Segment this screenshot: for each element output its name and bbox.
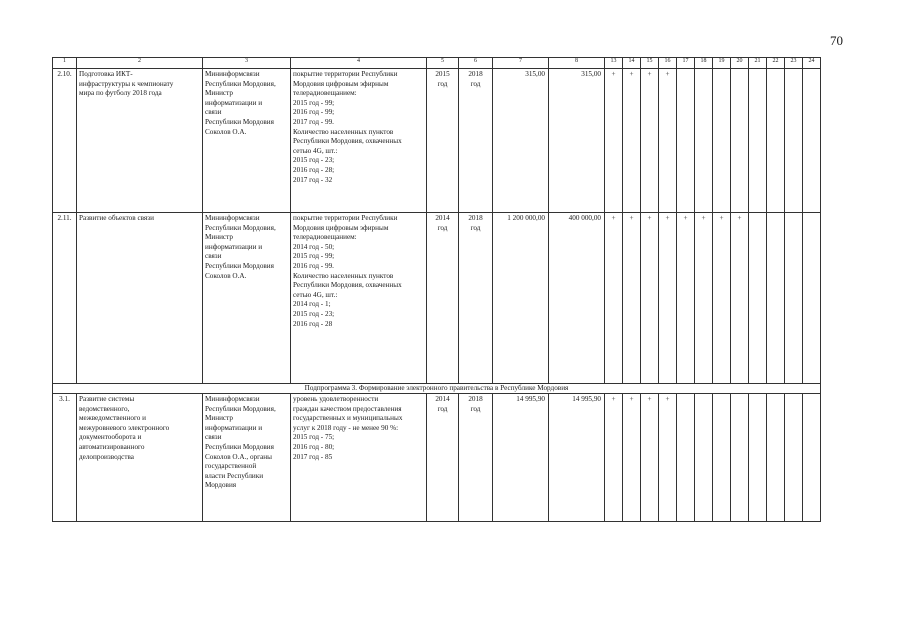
cell-line: 2015 год - 23;	[293, 156, 335, 165]
subprogram-title: Подпрограмма 3. Формирование электронного правительства в Республике Мордовия	[53, 384, 821, 394]
year-mark: +	[713, 213, 731, 384]
end-year	[459, 69, 493, 213]
program-table	[52, 57, 821, 522]
cell-line: Соколов О.А., органы	[205, 452, 272, 461]
year-mark	[695, 69, 713, 213]
funding-amount: 315,00	[549, 69, 605, 213]
year-mark: +	[605, 69, 623, 213]
total-funding: 315,00	[493, 69, 549, 213]
year-mark	[677, 69, 695, 213]
year-mark: +	[623, 394, 641, 522]
year-mark	[803, 69, 821, 213]
total-funding: 14 995,90	[493, 394, 549, 522]
column-number: 6	[459, 58, 493, 69]
cell-line: сетью 4G, шт.:	[293, 290, 338, 299]
column-number: 8	[549, 58, 605, 69]
cell-line: год	[437, 404, 448, 413]
cell-line: 2016 год - 99;	[293, 108, 335, 117]
total-funding: 1 200 000,00	[493, 213, 549, 384]
target-indicator	[291, 394, 427, 522]
cell-line: телерадиовещанием:	[293, 89, 357, 98]
cell-line: инфраструктуры к чемпионату	[79, 79, 174, 88]
year-mark	[713, 394, 731, 522]
column-number: 4	[291, 58, 427, 69]
year-mark	[749, 213, 767, 384]
year-mark: +	[605, 394, 623, 522]
cell-line: ведомственного,	[79, 404, 130, 413]
measure-name	[77, 69, 203, 213]
cell-line: покрытие территории Республики	[293, 70, 398, 78]
cell-line: 2016 год - 28	[293, 319, 333, 328]
year-mark: +	[605, 213, 623, 384]
column-number: 19	[713, 58, 731, 69]
column-number: 13	[605, 58, 623, 69]
cell-line: Мининформсвязи	[205, 214, 260, 222]
cell-line: 2016 год - 28;	[293, 165, 335, 174]
start-year	[427, 394, 459, 522]
year-mark	[731, 69, 749, 213]
row-number: 2.11.	[53, 213, 77, 384]
cell-line: Соколов О.А.	[205, 271, 247, 280]
page-number: 70	[830, 33, 843, 48]
cell-line: 2015 год - 99;	[293, 98, 335, 107]
year-mark	[749, 69, 767, 213]
cell-line: связи	[205, 433, 222, 442]
cell-line: 2014 год - 1;	[293, 300, 331, 309]
year-mark	[767, 213, 785, 384]
cell-line: 2014 год - 50;	[293, 242, 335, 251]
cell-line: покрытие территории Республики	[293, 214, 398, 222]
column-number: 7	[493, 58, 549, 69]
cell-line: 2015 год - 99;	[293, 252, 335, 261]
cell-line: Мининформсвязи	[205, 70, 260, 78]
column-number: 14	[623, 58, 641, 69]
year-mark	[803, 394, 821, 522]
cell-line: граждан качеством предоставления	[293, 404, 402, 413]
column-number: 3	[203, 58, 291, 69]
cell-line: Подготовка ИКТ-	[79, 70, 133, 78]
year-mark	[749, 394, 767, 522]
cell-line: Количество населенных пунктов	[293, 127, 394, 136]
cell-line: год	[470, 223, 481, 232]
column-number: 23	[785, 58, 803, 69]
cell-line: документооборота и	[79, 433, 142, 442]
column-number: 16	[659, 58, 677, 69]
cell-line: Развитие объектов связи	[79, 214, 154, 222]
column-number: 18	[695, 58, 713, 69]
column-number: 17	[677, 58, 695, 69]
cell-line: 2015 год - 23;	[293, 309, 335, 318]
row-number: 3.1.	[53, 394, 77, 522]
target-indicator	[291, 213, 427, 384]
year-mark	[785, 394, 803, 522]
cell-line: Республики Мордовия, охваченных	[293, 281, 402, 290]
year-mark: +	[623, 69, 641, 213]
year-mark	[785, 213, 803, 384]
cell-line: Мордовия цифровым эфирным	[293, 79, 389, 88]
column-number: 15	[641, 58, 659, 69]
cell-line: Мининформсвязи	[205, 395, 260, 403]
cell-line: Республики Мордовия, охваченных	[293, 137, 402, 146]
cell-line: информатизации и	[205, 242, 263, 251]
cell-line: межуровневого электронного	[79, 423, 170, 432]
funding-amount: 14 995,90	[549, 394, 605, 522]
year-mark: +	[731, 213, 749, 384]
year-mark	[677, 394, 695, 522]
cell-line: год	[470, 404, 481, 413]
year-mark: +	[659, 213, 677, 384]
cell-line: Мордовия	[205, 481, 237, 490]
cell-line: Развитие системы	[79, 395, 135, 403]
cell-line: делопроизводства	[79, 452, 134, 461]
year-mark: +	[641, 69, 659, 213]
column-number: 22	[767, 58, 785, 69]
cell-line: информатизации и	[205, 423, 263, 432]
cell-line: Республики Мордовия,	[205, 223, 276, 232]
cell-line: Министр	[205, 233, 233, 242]
cell-line: государственной	[205, 462, 257, 471]
cell-line: год	[470, 79, 481, 88]
year-mark: +	[659, 69, 677, 213]
cell-line: Республики Мордовия	[205, 117, 274, 126]
cell-line: Республики Мордовия,	[205, 79, 276, 88]
cell-line: уровень удовлетворенности	[293, 395, 379, 403]
column-number: 20	[731, 58, 749, 69]
cell-line: автоматизированного	[79, 442, 145, 451]
end-year	[459, 213, 493, 384]
cell-line: связи	[205, 108, 222, 117]
cell-line: связи	[205, 252, 222, 261]
cell-line: 2014	[435, 395, 450, 403]
cell-line: межведомственного и	[79, 414, 146, 423]
column-number: 1	[53, 58, 77, 69]
cell-line: Республики Мордовия	[205, 261, 274, 270]
row-number: 2.10.	[53, 69, 77, 213]
responsible-executor	[203, 69, 291, 213]
cell-line: 2017 год - 99.	[293, 117, 334, 126]
cell-line: государственных и муниципальных	[293, 414, 403, 423]
table-row	[53, 213, 821, 384]
year-mark: +	[641, 394, 659, 522]
year-mark: +	[641, 213, 659, 384]
cell-line: 2018	[468, 70, 483, 78]
cell-line: Республики Мордовия	[205, 442, 274, 451]
column-number: 21	[749, 58, 767, 69]
year-mark	[767, 69, 785, 213]
year-mark	[713, 69, 731, 213]
cell-line: Министр	[205, 89, 233, 98]
cell-line: Мордовия цифровым эфирным	[293, 223, 389, 232]
start-year	[427, 69, 459, 213]
cell-line: 2017 год - 85	[293, 452, 333, 461]
measure-name	[77, 394, 203, 522]
cell-line: телерадиовещанием:	[293, 233, 357, 242]
end-year	[459, 394, 493, 522]
table-row	[53, 394, 821, 522]
table-row	[53, 69, 821, 213]
cell-line: информатизации и	[205, 98, 263, 107]
subprogram-row	[53, 384, 821, 394]
responsible-executor	[203, 213, 291, 384]
cell-line: год	[437, 223, 448, 232]
year-mark: +	[659, 394, 677, 522]
year-mark	[785, 69, 803, 213]
funding-amount: 400 000,00	[549, 213, 605, 384]
column-number: 2	[77, 58, 203, 69]
cell-line: 2015 год - 75;	[293, 433, 335, 442]
cell-line: 2016 год - 80;	[293, 442, 335, 451]
cell-line: сетью 4G, шт.:	[293, 146, 338, 155]
header-number-row	[53, 58, 821, 69]
column-number: 5	[427, 58, 459, 69]
cell-line: 2018	[468, 214, 483, 222]
year-mark	[803, 213, 821, 384]
year-mark	[695, 394, 713, 522]
cell-line: Соколов О.А.	[205, 127, 247, 136]
year-mark: +	[677, 213, 695, 384]
column-number: 24	[803, 58, 821, 69]
cell-line: мира по футболу 2018 года	[79, 89, 162, 98]
year-mark: +	[623, 213, 641, 384]
measure-name	[77, 213, 203, 384]
year-mark: +	[695, 213, 713, 384]
start-year	[427, 213, 459, 384]
cell-line: 2018	[468, 395, 483, 403]
target-indicator	[291, 69, 427, 213]
cell-line: 2017 год - 32	[293, 175, 333, 184]
cell-line: год	[437, 79, 448, 88]
cell-line: Министр	[205, 414, 233, 423]
year-mark	[767, 394, 785, 522]
cell-line: услуг к 2018 году - не менее 90 %:	[293, 423, 399, 432]
cell-line: 2015	[435, 70, 450, 78]
cell-line: Республики Мордовия,	[205, 404, 276, 413]
cell-line: 2014	[435, 214, 450, 222]
cell-line: 2016 год - 99.	[293, 261, 334, 270]
year-mark	[731, 394, 749, 522]
cell-line: Количество населенных пунктов	[293, 271, 394, 280]
cell-line: власти Республики	[205, 471, 264, 480]
responsible-executor	[203, 394, 291, 522]
